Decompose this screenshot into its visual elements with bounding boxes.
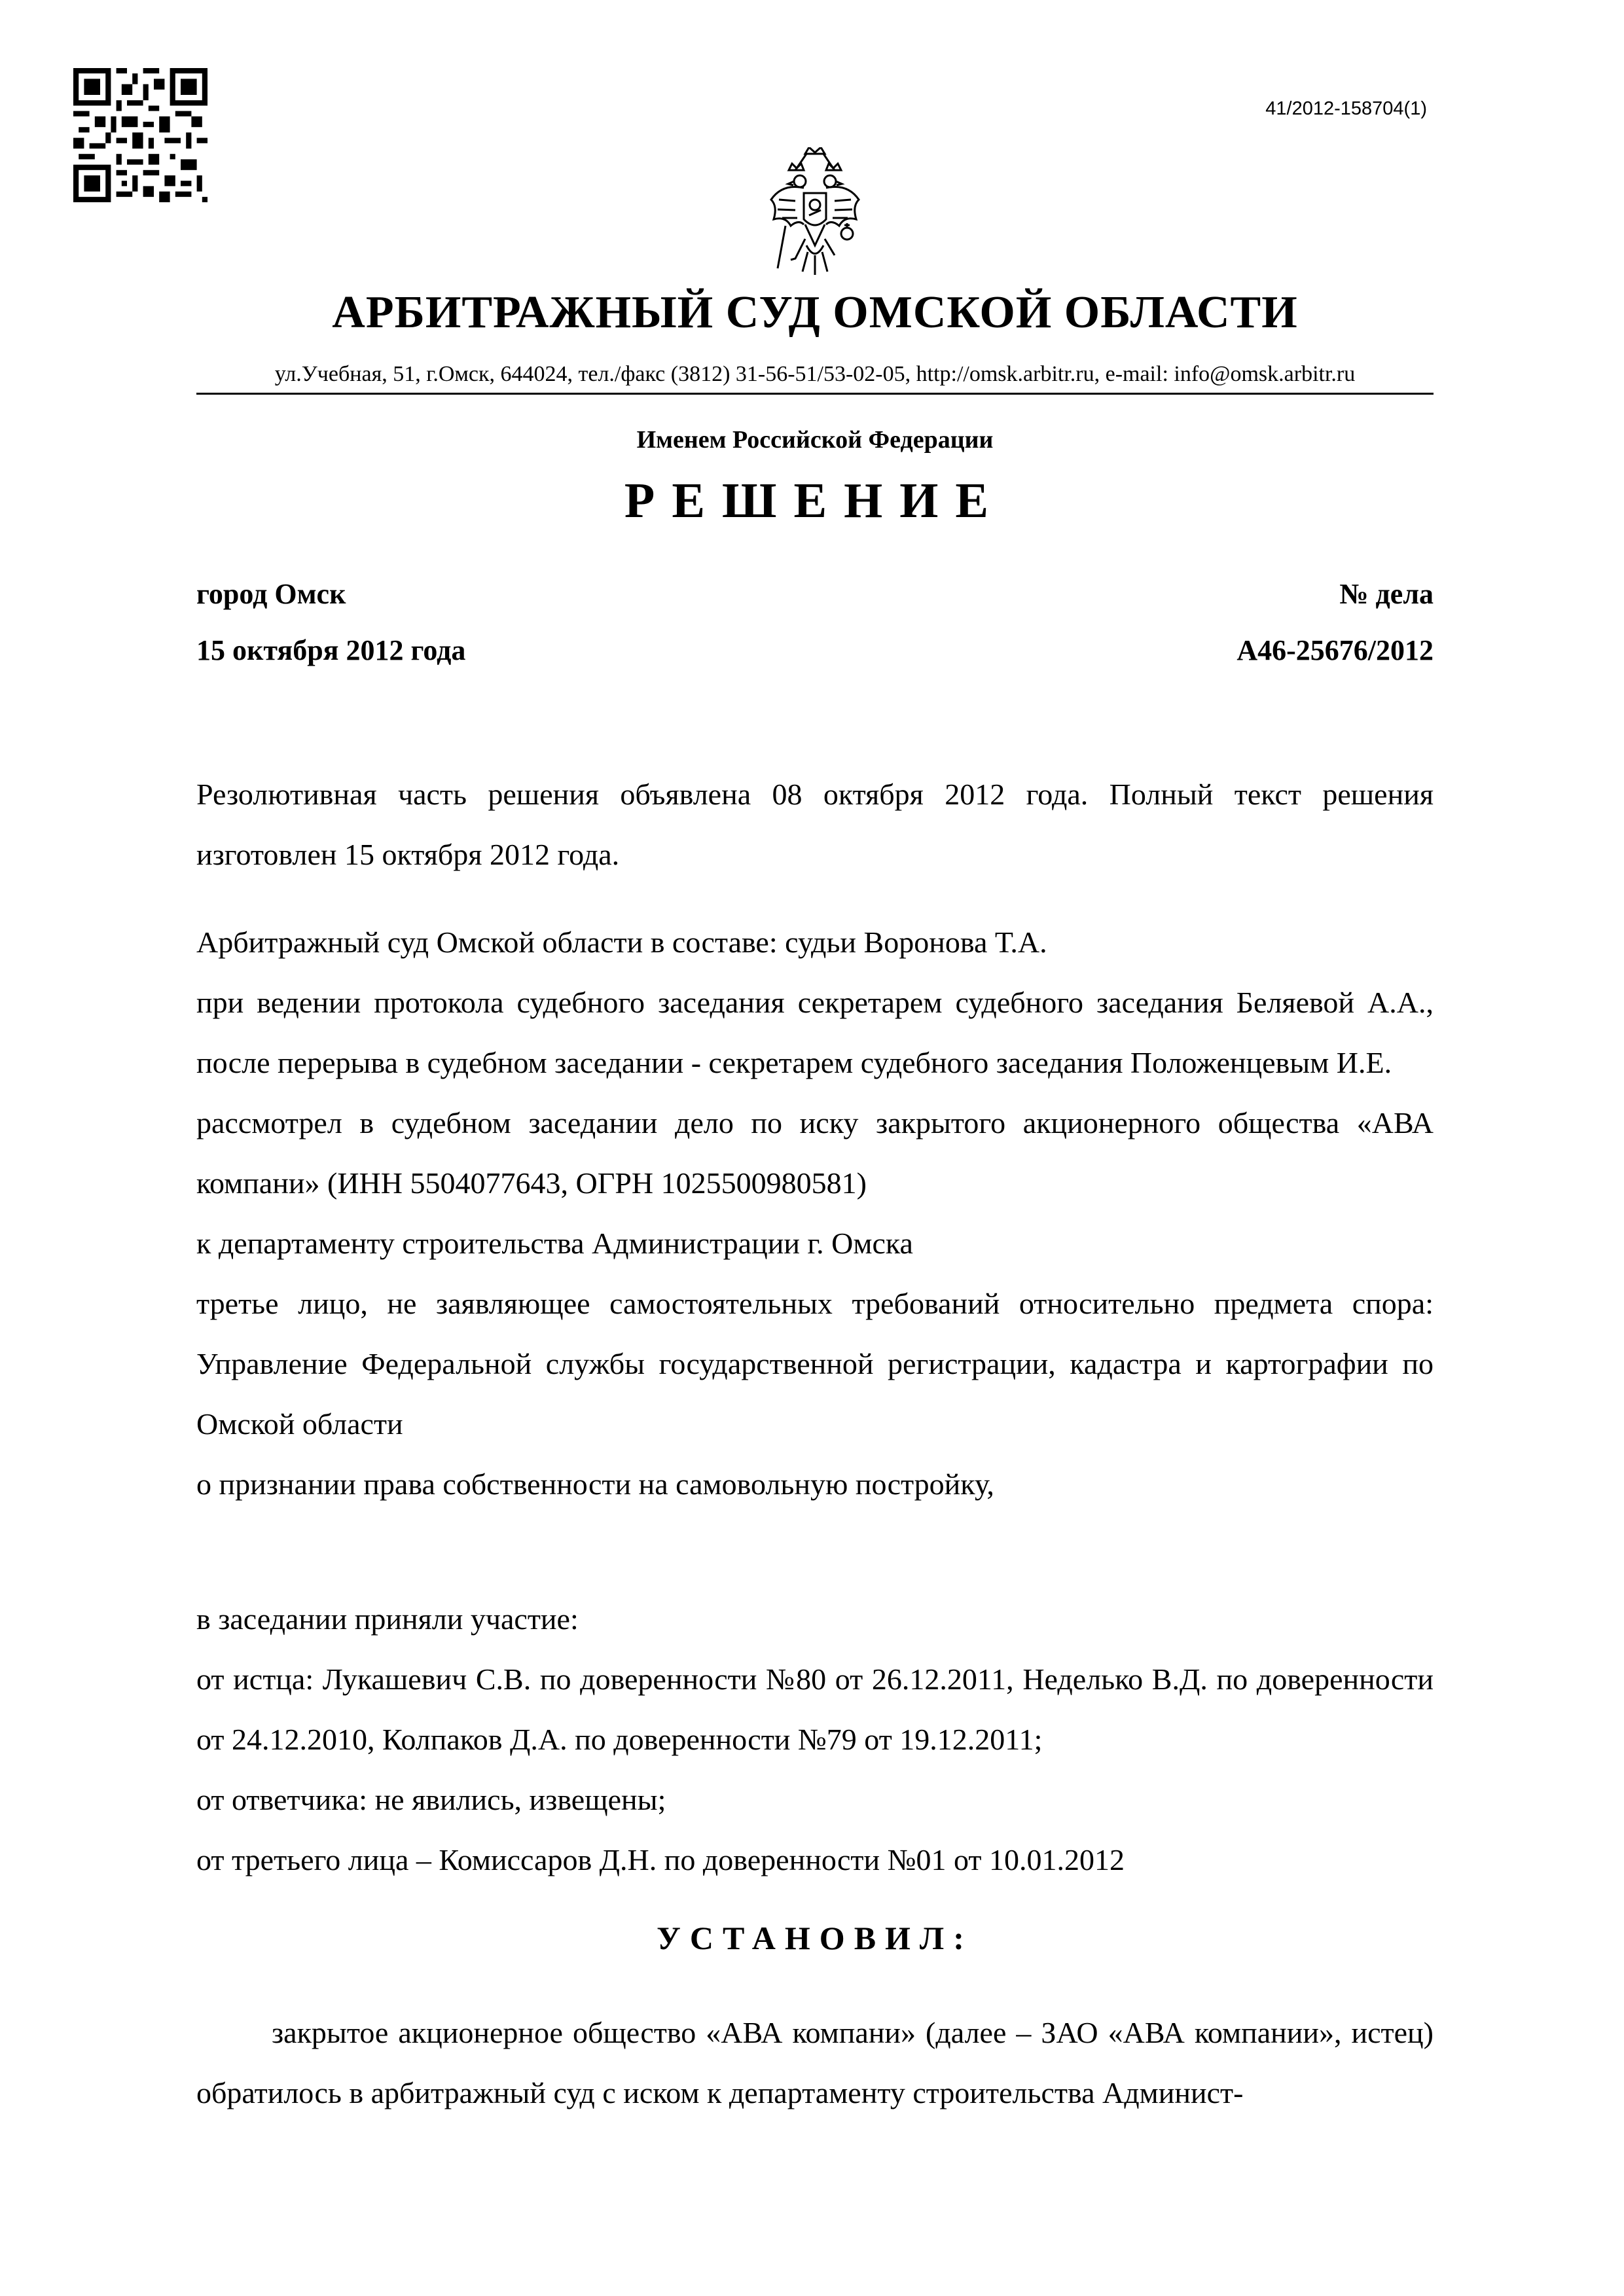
- established-heading: УСТАНОВИЛ:: [657, 1920, 973, 1956]
- coat-of-arms-icon: [766, 147, 864, 285]
- case-number: А46-25676/2012: [1236, 634, 1434, 666]
- text-line: к департаменту строительства Администрации г. Омска: [196, 1227, 913, 1260]
- decision-date: 15 октября 2012 года: [196, 634, 466, 666]
- text-line: в заседании приняли участие:: [196, 1602, 579, 1636]
- city: город Омск: [196, 578, 346, 610]
- text-line: третье лицо, не заявляющее самостоятельных требований относительно предмета спора: Управление Федеральной службы государственной регистрации, кадастра и картографии по Омской области: [196, 1287, 1434, 1441]
- case-number-label: № дела: [1339, 578, 1434, 610]
- text-line: от третьего лица – Комиссаров Д.Н. по доверенности №01 от 10.01.2012: [196, 1843, 1125, 1876]
- paragraph-operative-part: Резолютивная часть решения объявлена 08 октября 2012 года. Полный текст решения изготовлен 15 октября 2012 года.: [196, 778, 1434, 871]
- text-line: Арбитражный суд Омской области в составе: судьи Воронова Т.А.: [196, 925, 1047, 959]
- document-id: 41/2012-158704(1): [1265, 98, 1427, 119]
- header-rule: [196, 393, 1434, 395]
- paragraph-participants: [196, 1589, 1434, 1890]
- court-name: АРБИТРАЖНЫЙ СУД ОМСКОЙ ОБЛАСТИ: [332, 287, 1298, 338]
- text-line: от истца: Лукашевич С.В. по доверенности №80 от 26.12.2011, Неделько В.Д. по доверенности от 24.12.2010, Колпаков Д.А. по доверенности №79 от 19.12.2011;: [196, 1662, 1434, 1756]
- text-line: рассмотрел в судебном заседании дело по иску закрытого акционерного общества «АВА компани» (ИНН 5504077643, ОГРН 1025500980581): [196, 1106, 1434, 1200]
- text-line: о признании права собственности на самовольную постройку,: [196, 1467, 994, 1501]
- in-the-name-heading: Именем Российской Федерации: [636, 426, 994, 454]
- text-line: при ведении протокола судебного заседания секретарем судебного заседания Беляевой А.А., после перерыва в судебном заседании - секретарем судебного заседания Положенцевым И.Е.: [196, 986, 1434, 1079]
- paragraph-court-composition: [196, 912, 1434, 1515]
- court-address: ул.Учебная, 51, г.Омск, 644024, тел./факс (3812) 31-56-51/53-02-05, http://omsk.arbitr.ru, e-mail: info@omsk.arbitr.ru: [274, 362, 1356, 386]
- text-line: от ответчика: не явились, извещены;: [196, 1783, 666, 1816]
- paragraph-claim: закрытое акционерное общество «АВА компани» (далее – ЗАО «АВА компании», истец) обратилось в арбитражный суд с иском к департаменту строительства Админист-: [196, 2016, 1434, 2109]
- document-title: РЕШЕНИЕ: [624, 473, 1006, 528]
- qr-code-icon: [73, 68, 208, 202]
